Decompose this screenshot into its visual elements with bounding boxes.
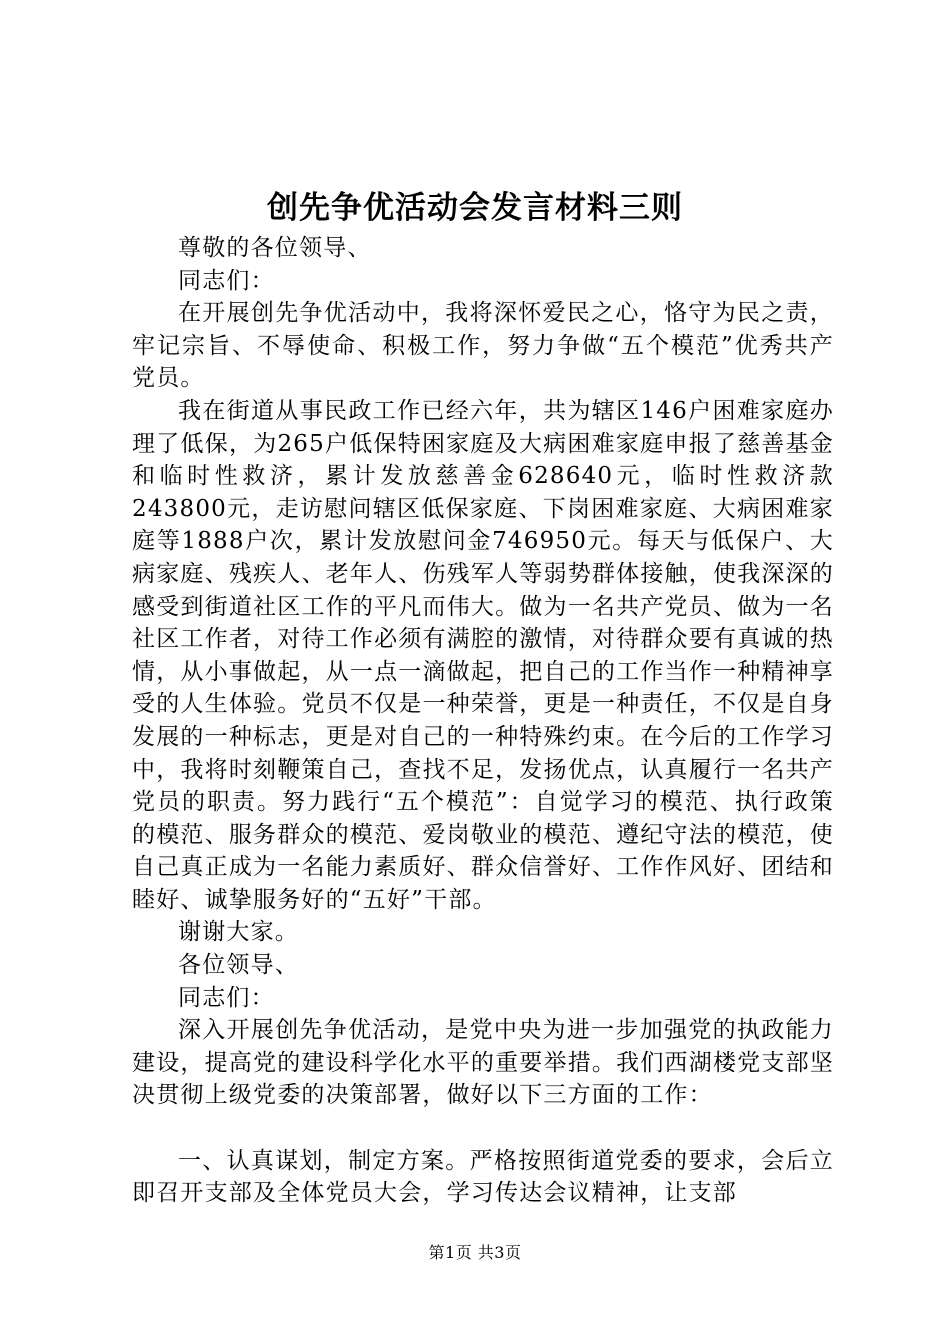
paragraph-comrades-2: 同志们： [178,984,275,1011]
page-footer: 第1页 共3页 [428,1243,522,1262]
document-body [132,232,834,1210]
paragraph-salutation-2: 各位领导、 [178,952,299,979]
paragraph-salutation: 尊敬的各位领导、 [178,235,372,261]
paragraph-thanks: 谢谢大家。 [178,919,299,946]
paragraph-second-intro: 深入开展创先争优活动，是党中央为进一步加强党的执政能力建设，提高党的建设科学化水平的重要举措。我们西湖楼党支部坚决贯彻上级党委的决策部署，做好以下三方面的工作： [132,1017,834,1109]
paragraph-item-1: 一、认真谋划，制定方案。严格按照街道党委的要求，会后立即召开支部及全体党员大会，学习传达会议精神，让支部 [132,1147,834,1207]
paragraph-comrades: 同志们： [178,267,275,294]
paragraph-main: 我在街道从事民政工作已经六年，共为辖区146户困难家庭办理了低保，为265户低保特困家庭及大病困难家庭申报了慈善基金和临时性救济，累计发放慈善金628640元，临时性救济款243800元，走访慰问辖区低保家庭、下岗困难家庭、大病困难家庭等1888户次，累计发放慰问金746950元。每天与低保户、大病家庭、残疾人、老年人、伤残军人等弱势群体接触，使我深深的感受到街道社区工作的平凡而伟大。做为一名共产党员、做为一名社区工作者，对待工作必须有满腔的激情，对待群众要有真诚的热情，从小事做起，从一点一滴做起，把自己的工作当作一种精神享受的人生体验。党员不仅是一种荣誉，更是一种责任，不仅是自身发展的一种标志，更是对自己的一种特殊约束。在今后的工作学习中，我将时刻鞭策自己，查找不足，发扬优点，认真履行一名共产党员的职责。努力践行“五个模范”：自觉学习的模范、执行政策的模范、服务群众的模范、爱岗敬业的模范、遵纪守法的模范，使自己真正成为一名能力素质好、群众信誉好、工作作风好、团结和睦好、诚挚服务好的“五好”干部。 [132,397,834,913]
document-title: 创先争优活动会发言材料三则 [267,190,683,226]
paragraph-intro: 在开展创先争优活动中，我将深怀爱民之心，恪守为民之责，牢记宗旨、不辱使命、积极工作，努力争做“五个模范”优秀共产党员。 [132,300,834,392]
